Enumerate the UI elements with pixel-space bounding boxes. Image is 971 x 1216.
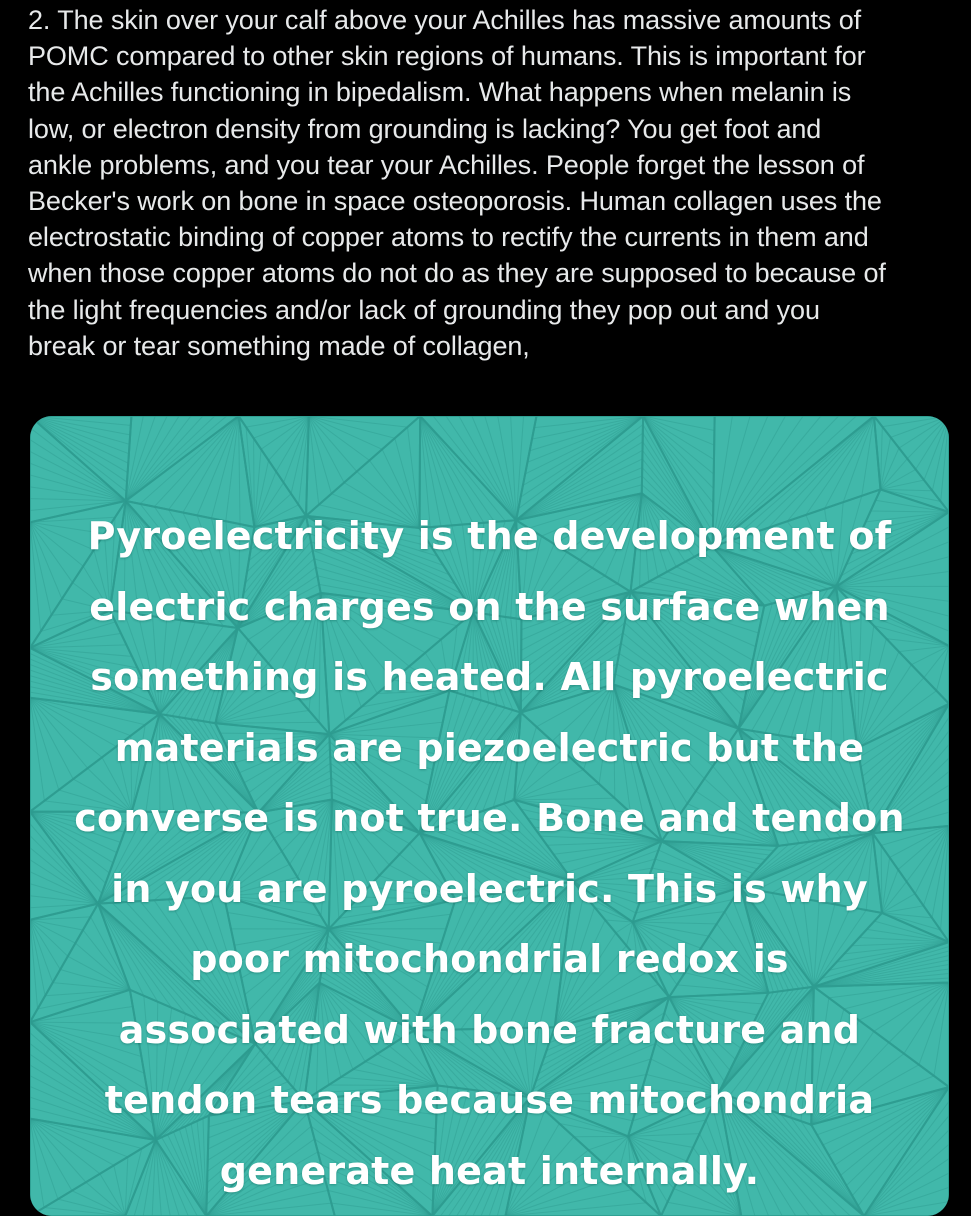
post-text: 2. The skin over your calf above your Achilles has massive amounts of POMC compared to other skin regions of humans. This is important for the Achilles functioning in bipedalism. What happens when melanin is low, or electron density from grounding is lacking? You get foot and ankle problems, and you tear your Achilles. People forget the lesson of Becker's work on bone in space osteoporosis. Human collagen uses the electrostatic binding of copper atoms to rectify the currents in them and when those copper atoms do not do as they are supposed to because of the light frequencies and/or lack of grounding they pop out and you break or tear something made of collagen, [28,2,953,364]
post-image[interactable] [30,416,949,1216]
quote-text: Pyroelectricity is the development of electric charges on the surface when something is heated. All pyroelectric materials are piezoelectric but the converse is not true. Bone and tendon in you are pyroelectric. This is why poor mitochondrial redox is associated with bone fracture and tendon tears because mitochondria generate heat internally. [50,501,929,1206]
